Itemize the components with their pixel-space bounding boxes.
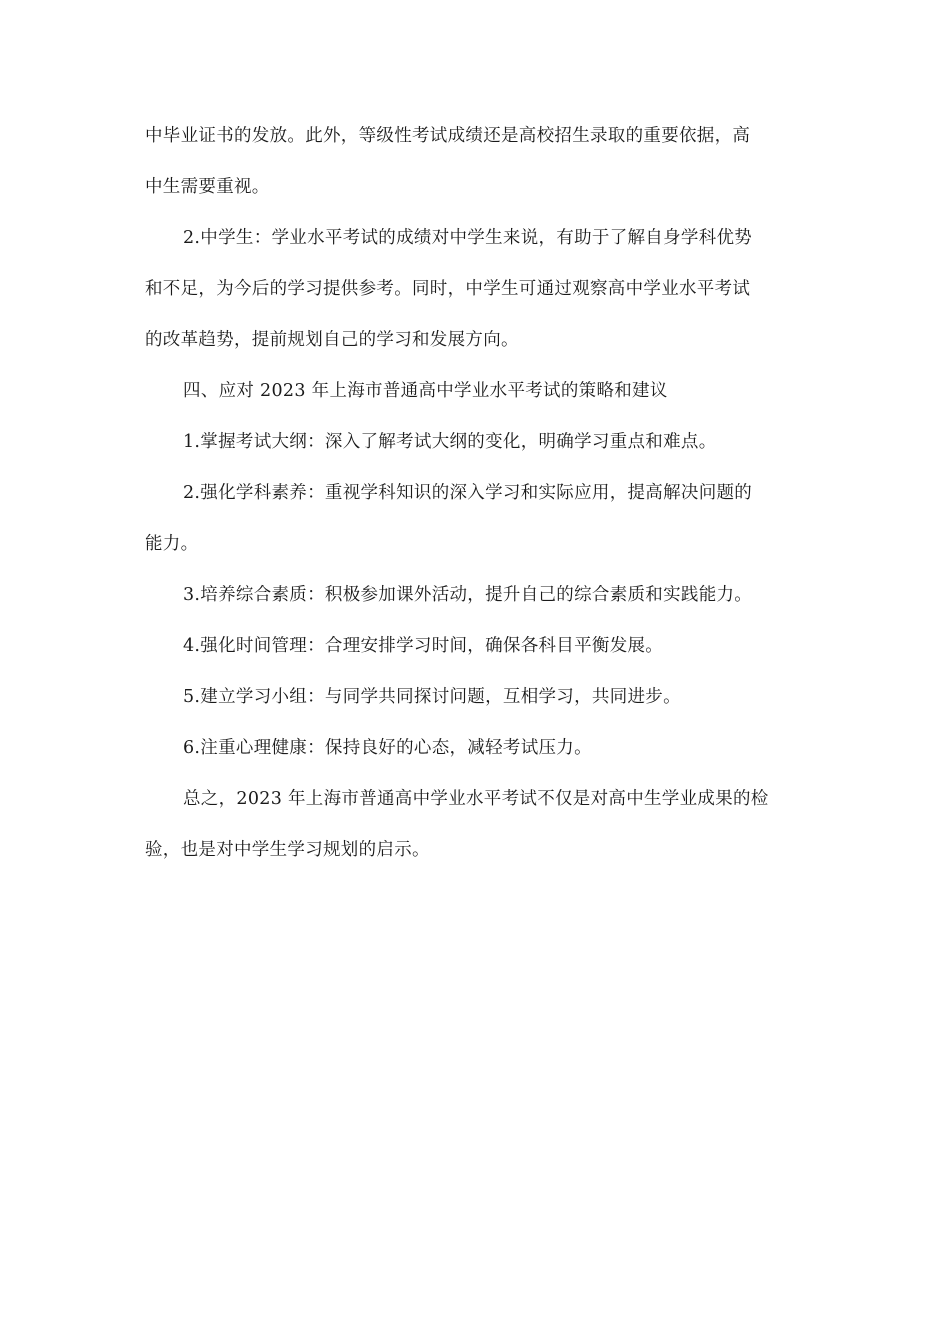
text-line: 和不足，为今后的学习提供参考。同时，中学生可通过观察高中学业水平考试 <box>145 279 751 299</box>
text-line: 能力。 <box>145 534 199 554</box>
text-line: 中毕业证书的发放。此外，等级性考试成绩还是高校招生录取的重要依据，高 <box>145 126 751 146</box>
list-item: 6.注重心理健康：保持良好的心态，减轻考试压力。 <box>183 738 592 758</box>
text-line: 2.中学生：学业水平考试的成绩对中学生来说，有助于了解自身学科优势 <box>183 228 753 248</box>
list-item: 2.强化学科素养：重视学科知识的深入学习和实际应用，提高解决问题的 <box>183 483 753 503</box>
document-body <box>145 114 810 879</box>
text-line: 验，也是对中学生学习规划的启示。 <box>145 840 430 860</box>
list-item: 3.培养综合素质：积极参加课外活动，提升自己的综合素质和实践能力。 <box>183 585 753 605</box>
section-heading: 四、应对 2023 年上海市普通高中学业水平考试的策略和建议 <box>183 381 668 401</box>
conclusion-paragraph: 总之，2023 年上海市普通高中学业水平考试不仅是对高中生学业成果的检 <box>183 789 769 809</box>
list-item: 5.建立学习小组：与同学共同探讨问题，互相学习，共同进步。 <box>183 687 681 707</box>
list-item: 4.强化时间管理：合理安排学习时间，确保各科目平衡发展。 <box>183 636 664 656</box>
list-item: 1.掌握考试大纲：深入了解考试大纲的变化，明确学习重点和难点。 <box>183 432 717 452</box>
text-line: 中生需要重视。 <box>145 177 270 197</box>
text-line: 的改革趋势，提前规划自己的学习和发展方向。 <box>145 330 519 350</box>
